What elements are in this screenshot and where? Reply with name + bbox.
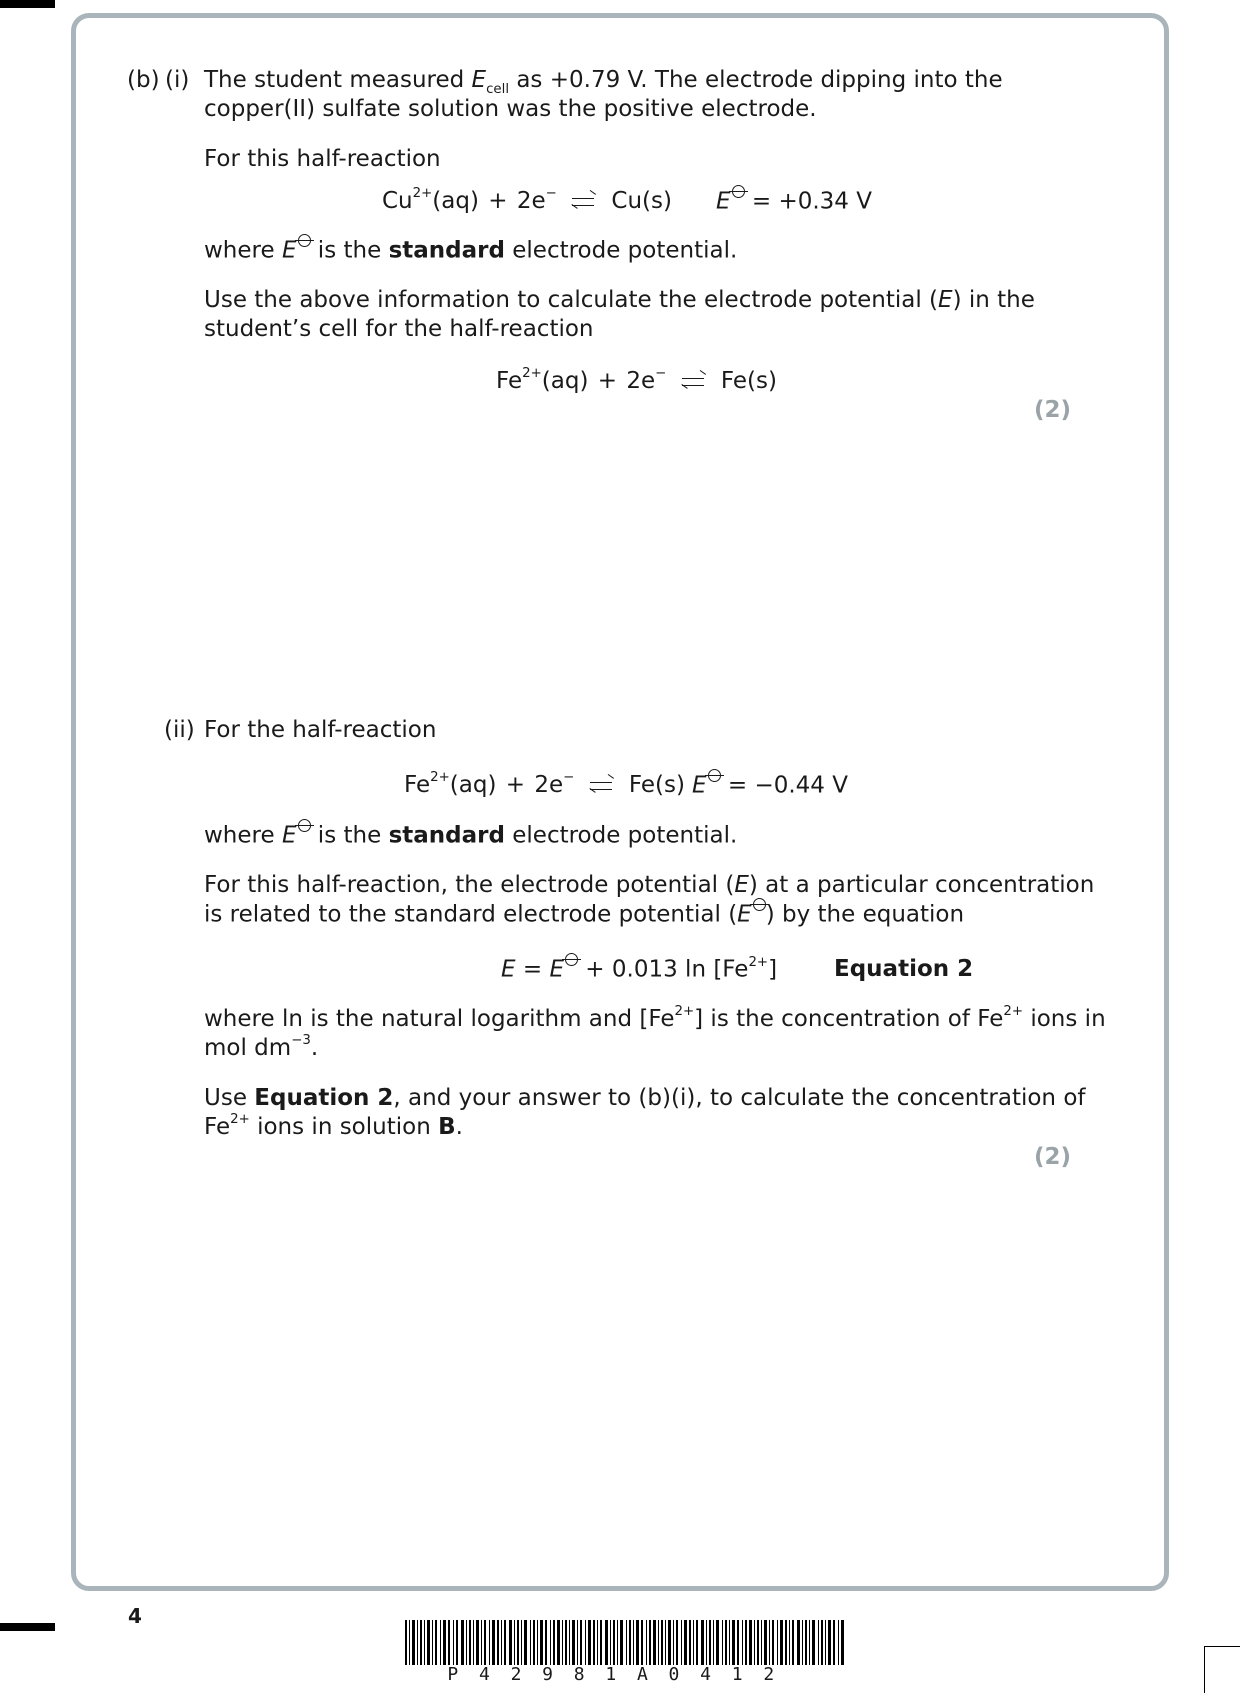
barcode-icon — [405, 1620, 845, 1665]
standard-state-symbol-icon — [732, 185, 745, 198]
question-b-i-intro: The student measured $E_{cell}$ as +0.79 V. The electrode dipping into the — [204, 67, 1003, 97]
use-equation-2-text: Use Equation 2, and your answer to (b)(i), to calculate the concentration of — [204, 1085, 1086, 1111]
where-standard-text: where E is the standard electrode potential. — [204, 236, 737, 266]
barcode-char: A — [636, 1664, 648, 1685]
barcode-char: 2 — [763, 1664, 775, 1685]
bottom-edge-mark — [0, 1623, 55, 1631]
equilibrium-arrow-icon — [572, 195, 596, 209]
barcode-text — [437, 1664, 785, 1685]
barcode-char: 4 — [700, 1664, 711, 1685]
iron-half-equation-ii: $Fe^{2+}(aq) + 2e^-$ Fe(s) — [404, 770, 685, 798]
standard-state-symbol-icon — [298, 234, 311, 247]
marks-b-ii: (2) — [1034, 1144, 1072, 1170]
standard-state-symbol-icon — [298, 819, 311, 832]
standard-state-symbol-icon — [708, 769, 721, 782]
ln-definition-text: where ln is the natural logarithm and $[Fe^{2+}]$ is the concentration of $Fe^{2+}$ ions in — [204, 1004, 1106, 1032]
iron-half-equation: $Fe^{2+}(aq) + 2e^-$ Fe(s) — [496, 366, 777, 394]
barcode-char: 8 — [573, 1664, 585, 1685]
page-number: 4 — [128, 1604, 142, 1628]
equation-2: E = E + 0.013 $\ln [Fe^{2+}]$ — [501, 955, 778, 983]
barcode-char: 2 — [510, 1664, 522, 1685]
standard-state-symbol-icon — [753, 898, 766, 911]
answer-space-b-i[interactable] — [200, 430, 1060, 680]
barcode-char: 1 — [731, 1664, 743, 1685]
barcode-char: 4 — [478, 1664, 490, 1685]
copper-half-equation: $Cu^{2+}(aq) + 2e^-$ Cu(s) — [382, 186, 672, 214]
answer-space-b-ii[interactable] — [200, 1185, 1060, 1565]
top-edge-mark — [0, 0, 55, 8]
use-equation-2-text-line2: $Fe^{2+}$ ions in solution B. — [204, 1112, 463, 1140]
where-standard-text-ii: where E is the standard electrode potential. — [204, 821, 737, 851]
ln-definition-text-line2: mol $dm^{-3}$. — [204, 1033, 319, 1061]
marks-b-i: (2) — [1034, 397, 1072, 423]
barcode-char: 1 — [605, 1664, 617, 1685]
equilibrium-arrow-icon — [682, 375, 706, 389]
corner-crop-mark — [1204, 1646, 1240, 1693]
question-b-i-intro-line2: copper(II) sulfate solution was the positive electrode. — [204, 96, 817, 122]
question-label-ii: (ii) — [164, 717, 195, 743]
copper-standard-potential: E = +0.34 V — [716, 187, 872, 217]
question-label-i: (i) — [165, 67, 190, 93]
potential-relation-text-line2: is related to the standard electrode potential (E ) by the equation — [204, 900, 964, 930]
for-the-half-reaction-text: For the half-reaction — [204, 717, 437, 743]
for-half-reaction-text: For this half-reaction — [204, 146, 441, 172]
iron-standard-potential: E = −0.44 V — [692, 771, 848, 801]
use-information-text: Use the above information to calculate the electrode potential (E) in the — [204, 287, 1035, 313]
barcode-char: P — [447, 1664, 459, 1685]
equilibrium-arrow-icon — [590, 779, 614, 793]
question-label-b: (b) — [127, 67, 160, 93]
potential-relation-text: For this half-reaction, the electrode potential (E) at a particular concentration — [204, 872, 1095, 898]
use-information-text-line2: student’s cell for the half-reaction — [204, 316, 594, 342]
equation-2-label: Equation 2 — [834, 956, 974, 982]
standard-state-symbol-icon — [565, 953, 578, 966]
barcode-char: 0 — [668, 1664, 680, 1685]
barcode-char: 9 — [542, 1664, 553, 1685]
